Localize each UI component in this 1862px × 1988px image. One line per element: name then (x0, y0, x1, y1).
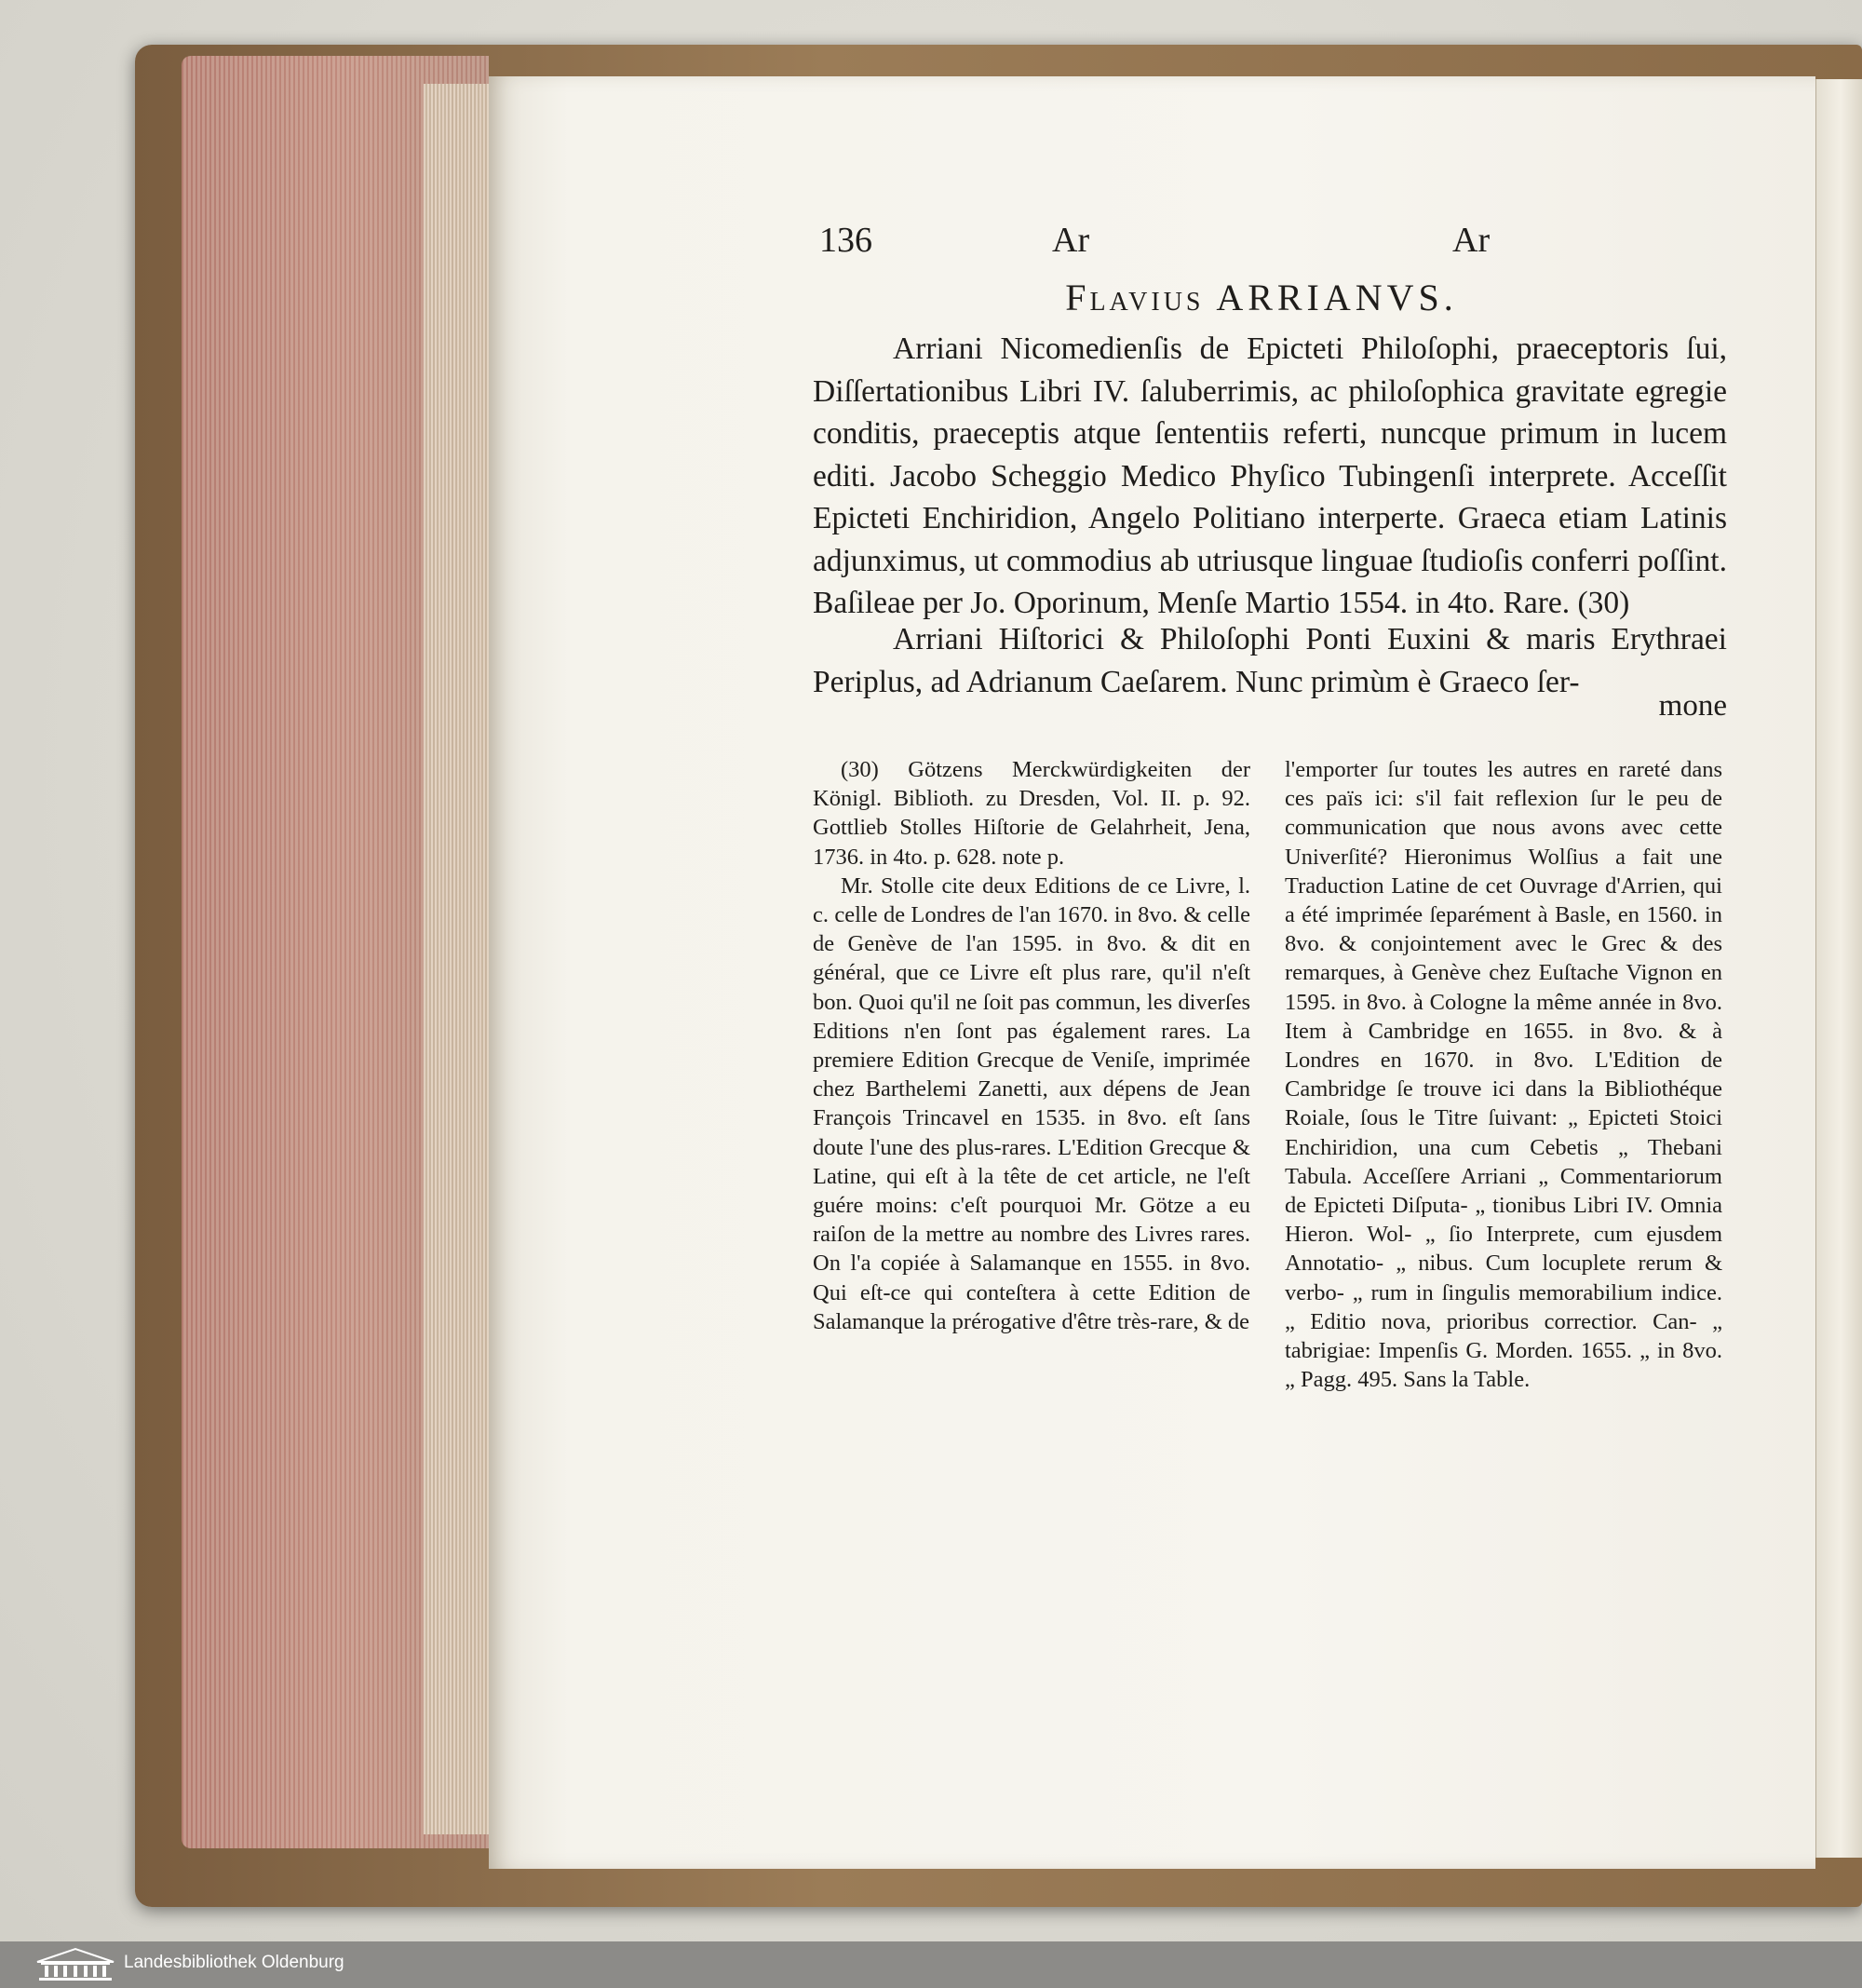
footnote-paragraph: Mr. Stolle cite deux Editions de ce Livre, l. c. celle de Londres de l'an 1670. in 8vo. & celle de Genève de l'an 1595. in 8vo. & dit en général, que ce Livre eſt plus rare, qu'il n'eſt bon. Quoi qu'il ne ſoit pas commun, les diverſes Editions n'en ſont pas également rares. La premiere Edition Grecque de Veniſe, imprimée chez Barthelemi Zanetti, aux dépens de Jean François Trincavel en 1535. in 8vo. eſt ſans doute l'une des plus-rares. L'Edition Grecque & Latine, qui eſt à la tête de cet article, ne l'eſt guére moins: c'eſt pourquoi Mr. Götze a eu raiſon de la mettre au nombre des Livres rares. On l'a copiée à Salamanque en 1555. in 8vo. Qui eſt-ce qui conteſtera à cette Edition de Salamanque la prérogative d'être très-rare, & de (813, 872, 1250, 1334)
catchword: mone (1658, 689, 1727, 723)
bibliographic-entry: Arriani Hiſtorici & Philoſophi Ponti Euxini & maris Erythraei Periplus, ad Adrianum Caeſarem. Nunc primùm è Graeco ſer- (813, 622, 1727, 699)
footer-bar (0, 1941, 1862, 1988)
page-edge-block (182, 56, 489, 1848)
footnote-column-right: l'emporter ſur toutes les autres en rareté dans ces païs ici: s'il fait reflexion ſur le peu de communication que nous avons avec cette Univerſité? Hieronimus Wolſius a fait une Traduction Latine de cet Ouvrage d'Arrien, qui a été imprimée ſeparément à Basle, en 1560. in 8vo. & conjointement avec le Grec & des remarques, à Genève chez Euſtache Vignon en 1595. in 8vo. à Cologne la même année in 8vo. Item à Cambridge en 1655. in 8vo. & à Londres en 1670. in 8vo. L'Edition de Cambridge ſe trouve ici dans la Bibliothéque Roiale, ſous le Titre ſuivant: „ Epicteti Stoici Enchiridion, una cum Cebetis „ Thebani Tabula. Acceſſere Arriani „ Commentariorum de Epicteti Diſputa- „ tionibus Libri IV. Omnia Hieron. Wol- „ ſio Interprete, cum ejusdem Annotatio- „ nibus. Cum locuplete rerum & verbo- „ rum in ſingulis memorabilium indice. „ Editio nova, prioribus correctior. Can- „ tabrigiae: Impenſis G. Morden. 1655. „ in 8vo. „ Pagg. 495. Sans la Table. (1285, 757, 1722, 1393)
heading-given-name: Flavius (1065, 277, 1205, 318)
section-heading (1001, 276, 1522, 319)
library-name: Landesbibliothek Oldenburg (124, 1953, 344, 1972)
running-head-left: Ar (1052, 221, 1090, 260)
footnote-paragraph: (30) Götzens Merckwürdigkeiten der Königl. Biblioth. zu Dresden, Vol. II. p. 92. Gottlieb Stolles Hiſtorie de Gelahrheit, Jena, 1736. in 4to. p. 628. note p. (813, 757, 1250, 870)
bibliographic-entry: Arriani Nicomedienſis de Epicteti Philoſophi, praeceptoris ſui, Diſſertationibus Libri IV. ſaluberrimis, ac philoſophica gravitate egregie conditis, praeceptis atque ſententiis referti, nuncque primum in lucem editi. Jacobo Scheggio Medico Phyſico Tubingenſi interprete. Acceſſit Epicteti Enchiridion, Angelo Politiano interperte. Graeca etiam Latinis adjunximus, ut commodius ab utriusque linguae ſtudioſis conferri poſſint. Baſileae per Jo. Oporinum, Menſe Martio 1554. in 4to. Rare. (30) (813, 331, 1727, 620)
facing-page-edge (1814, 79, 1862, 1858)
heading-family-name: ARRIANVS. (1216, 277, 1458, 318)
library-building-logo-icon (35, 1947, 115, 1982)
running-head-right: Ar (1452, 221, 1491, 260)
footnote-column-left (813, 755, 1250, 1336)
page-number: 136 (819, 221, 872, 260)
